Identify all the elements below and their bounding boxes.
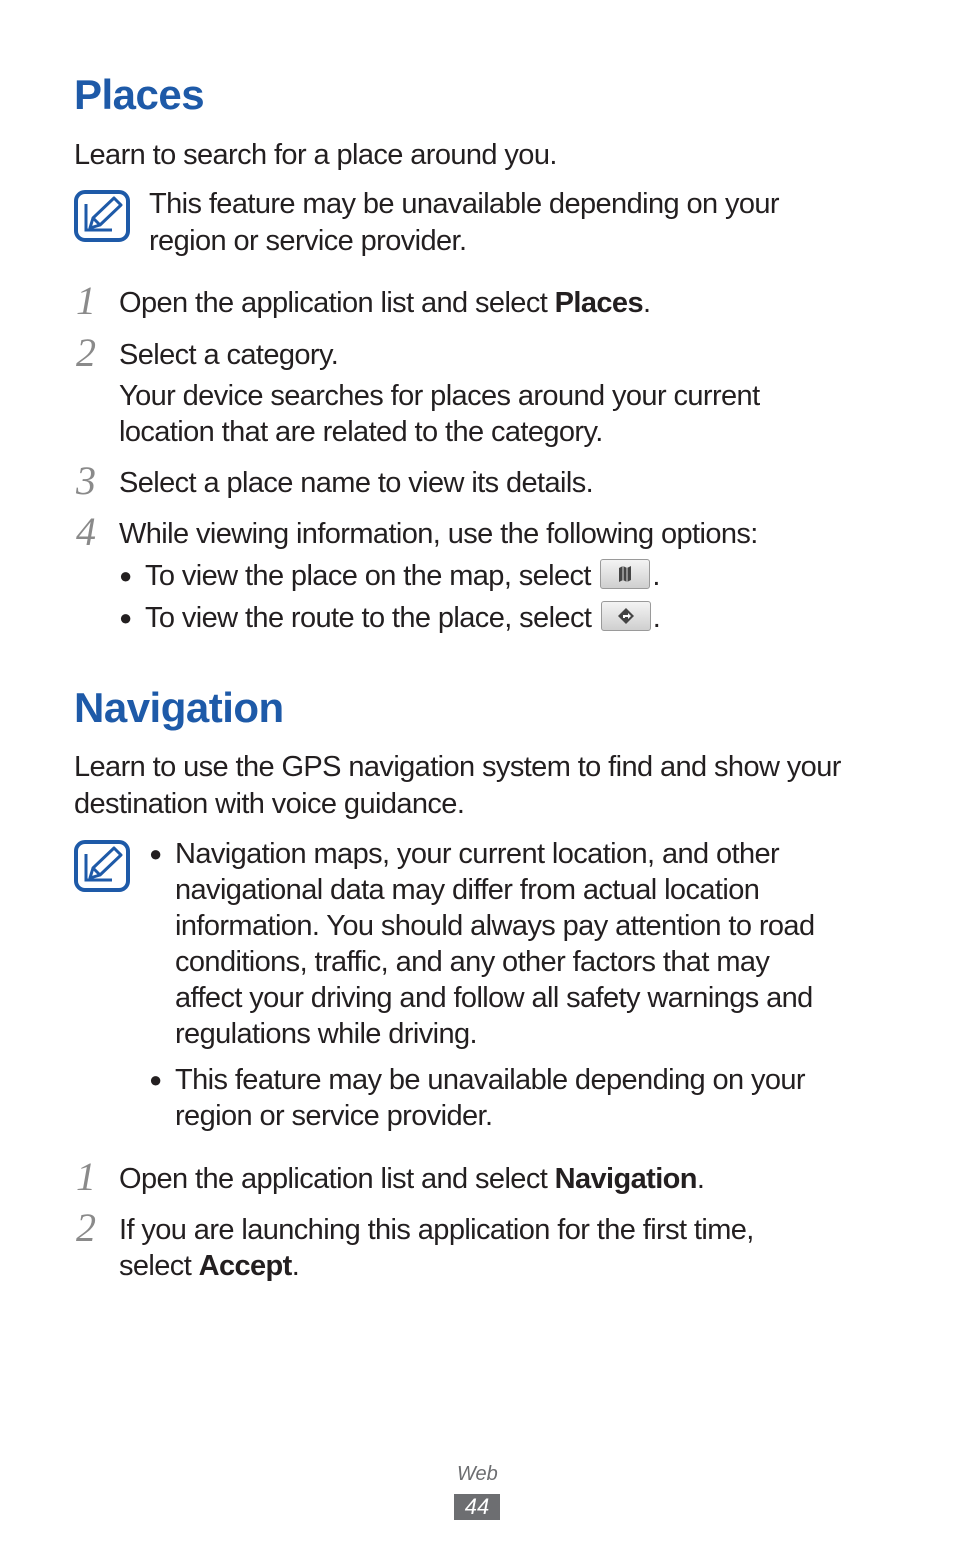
option-text: To view the place on the map, select: [145, 560, 591, 592]
accept-option: Accept: [198, 1250, 292, 1282]
navigation-note-1-line-6: regulations while driving.: [175, 1018, 477, 1050]
step-text-end: .: [642, 287, 651, 319]
step-number: 4: [76, 509, 96, 554]
places-step-1: [119, 285, 650, 321]
places-note-line-1: This feature may be unavailable depending on your: [149, 188, 779, 220]
places-step-4: While viewing information, use the following options:: [119, 518, 758, 550]
navigation-note-1-line-3: information. You should always pay attention to road: [175, 910, 815, 942]
step-number: 1: [76, 278, 96, 323]
navigation-note-1-line-2: navigational data may differ from actual location: [175, 874, 760, 906]
navigation-intro-line-1: Learn to use the GPS navigation system to find and show your: [74, 751, 841, 783]
navigation-note-1-line-4: conditions, traffic, and any other factors that may: [175, 946, 770, 978]
navigation-heading: Navigation: [74, 684, 284, 731]
map-icon[interactable]: [600, 559, 650, 589]
places-intro: Learn to search for a place around you.: [74, 139, 557, 171]
places-menu-name: Places: [554, 287, 643, 319]
footer-section: Web: [457, 1463, 498, 1485]
note-icon: [74, 840, 130, 892]
step-text: Open the application list and select: [119, 287, 555, 319]
option-text-end: .: [652, 560, 660, 592]
bullet-icon: ●: [149, 1067, 163, 1092]
step-text: select: [119, 1250, 199, 1282]
note-icon: [74, 190, 130, 242]
option-text: To view the route to the place, select: [145, 602, 592, 634]
step-number: 2: [76, 330, 96, 375]
places-step-2-line-1: Select a category.: [119, 339, 339, 371]
step-number: 2: [76, 1205, 96, 1250]
places-note-line-2: region or service provider.: [149, 225, 467, 257]
step-number: 3: [76, 458, 96, 503]
page-number: 44: [454, 1494, 500, 1520]
step-text-end: .: [291, 1250, 300, 1282]
bullet-icon: ●: [149, 841, 163, 866]
step-text-end: .: [696, 1163, 705, 1195]
bullet-icon: ●: [119, 563, 133, 588]
option-text-end: .: [652, 602, 661, 634]
navigation-note-1-line-5: affect your driving and follow all safety warnings and: [175, 982, 813, 1014]
places-heading: Places: [74, 71, 205, 118]
navigation-step-2-line-1: If you are launching this application for the first time,: [119, 1214, 754, 1246]
places-step-3: Select a place name to view its details.: [119, 467, 594, 499]
places-option-map: [145, 558, 660, 594]
navigation-note-1-line-1: Navigation maps, your current location, and other: [175, 838, 780, 870]
step-text: Open the application list and select: [119, 1163, 555, 1195]
navigation-menu-name: Navigation: [554, 1163, 697, 1195]
places-step-2-line-3: location that are related to the category.: [119, 416, 603, 448]
navigation-step-2-line-2: [119, 1248, 299, 1284]
navigation-step-1: [119, 1161, 704, 1197]
route-icon[interactable]: [601, 601, 651, 631]
places-option-route: [145, 600, 660, 636]
navigation-note-2-line-2: region or service provider.: [175, 1100, 493, 1132]
places-step-2-line-2: Your device searches for places around your current: [119, 380, 760, 412]
step-number: 1: [76, 1154, 96, 1199]
navigation-note-2-line-1: This feature may be unavailable depending on your: [175, 1064, 805, 1096]
bullet-icon: ●: [119, 605, 133, 630]
navigation-intro-line-2: destination with voice guidance.: [74, 788, 465, 820]
